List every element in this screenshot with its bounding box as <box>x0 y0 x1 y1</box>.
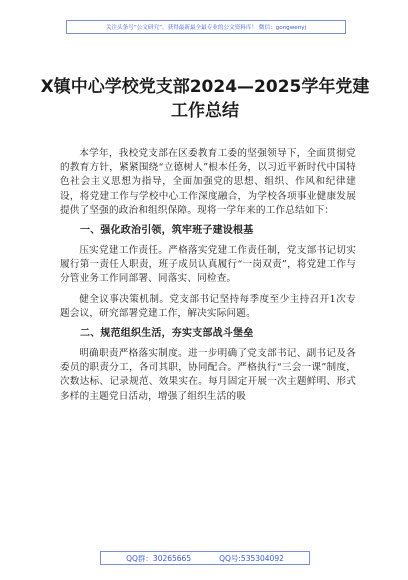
body-paragraph: 明确职责严格落实制度。进一步明确了党支部书记、副书记及各委员的职责分工，各司其职，协同配合。严格执行“三会一课”制度，次数达标、记录规范、效果实在。每月固定开展一次主题鲜明、形式多样的主题党日活动，增强了组织生活的吸 <box>60 348 356 402</box>
body-paragraph: 健全议事决策机制。党支部书记坚持每季度至少主持召开1次专题会议，研究部署党建工作，解决实际问题。 <box>60 293 356 319</box>
section-heading: 一、强化政治引领，筑牢班子建设根基 <box>80 225 254 237</box>
document-title: X镇中心学校党支部2024—2025学年党建工作总结 <box>40 77 370 121</box>
header-banner <box>66 20 346 34</box>
footer-qq: QQ号:535304092 <box>219 553 284 563</box>
footer-qq-group: QQ群：30265665 <box>126 553 192 563</box>
header-banner-text: 关注头条号“公文研究”，获得最新最全最专业的公文资料库！ 微信：gongwenyj <box>105 25 307 31</box>
body-paragraph: 压实党建工作责任。严格落实党建工作责任制，党支部书记切实履行第一责任人职责，班子成员认真履行“一岗双责”，将党建工作与分管业务工作同部署、同落实、同检查。 <box>60 245 356 285</box>
intro-paragraph: 本学年，我校党支部在区委教育工委的坚强领导下，全面贯彻党的教育方针，紧紧围绕“立德树人”根本任务，以习近平新时代中国特色社会主义思想为指导，全面加强党的思想、组织、作风和纪律建设，将党建工作与学校中心工作深度融合，为学校各项事业健康发展提供了坚强的政治和组织保障。现将一学年来的工作总结如下： <box>60 148 356 216</box>
section-heading: 二、规范组织生活，夯实支部战斗堡垒 <box>80 328 254 340</box>
footer-banner <box>100 551 310 565</box>
document-body <box>60 147 356 410</box>
